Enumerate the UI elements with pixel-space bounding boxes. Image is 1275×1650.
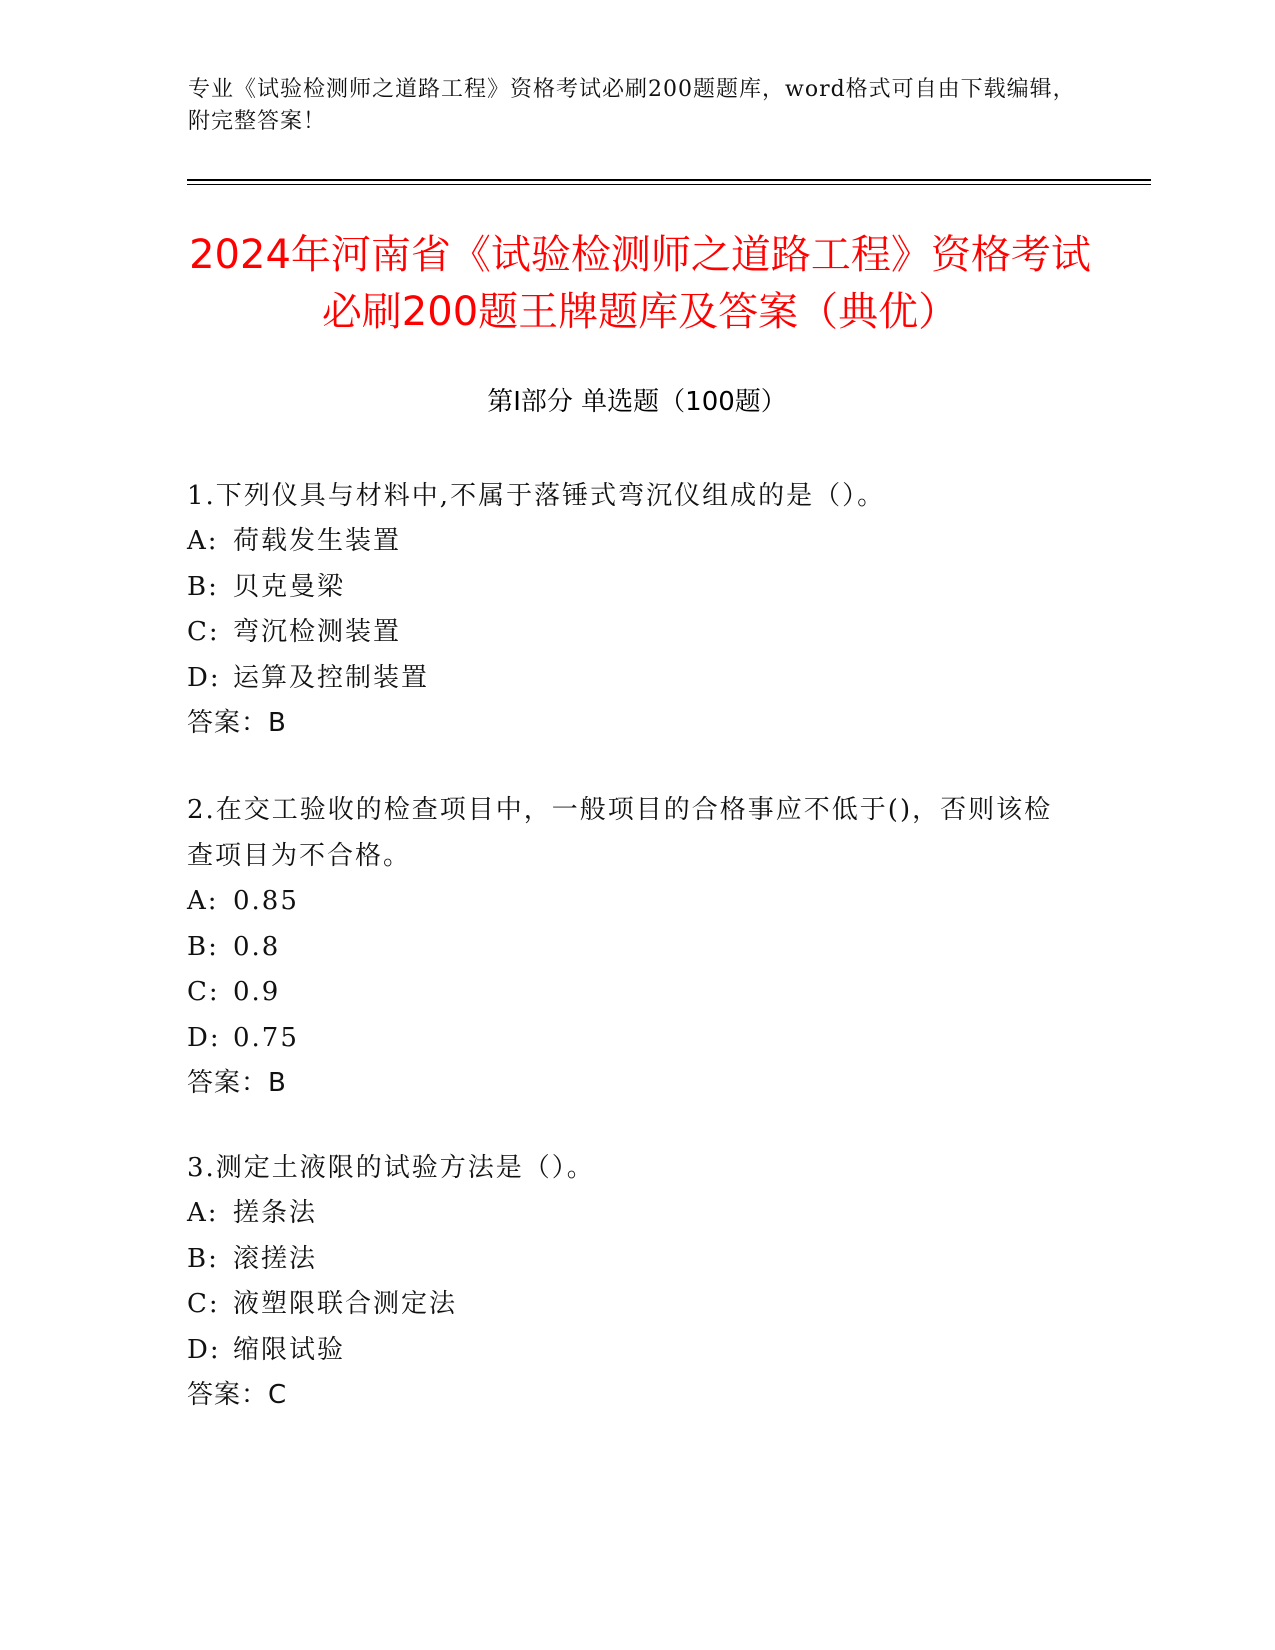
answer: 答案：B — [187, 1068, 287, 1098]
option-text: 缩限试验 — [233, 1334, 346, 1365]
header-note: 专业《试验检测师之道路工程》资格考试必刷200题题库，word格式可自由下载编辑，附完整答案！ — [188, 77, 1076, 134]
answer: 答案：C — [187, 1380, 288, 1410]
option-letter: B: — [187, 571, 219, 602]
document-title: 2024年河南省《试验检测师之道路工程》资格考试必刷200题王牌题库及答案（典优） — [189, 232, 1091, 335]
option-text: 0.9 — [233, 977, 281, 1007]
option-d — [187, 1016, 1067, 1062]
option-a — [187, 519, 1067, 565]
question-stem: 2.在交工验收的检查项目中，一般项目的合格事应不低于()，否则该检查项目为不合格。 — [187, 795, 1053, 871]
option-text: 滚搓法 — [233, 1243, 318, 1274]
option-c — [187, 1282, 1067, 1328]
option-d — [187, 656, 1067, 702]
option-text: 弯沉检测装置 — [233, 617, 402, 647]
option-letter: B: — [187, 931, 219, 962]
option-letter: C: — [187, 1289, 220, 1319]
option-letter: D: — [187, 1334, 221, 1365]
question-stem: 3.测定土液限的试验方法是（）。 — [187, 1153, 595, 1183]
answer: 答案：B — [187, 708, 287, 738]
option-letter: C: — [187, 977, 220, 1007]
section-title: 第I部分 单选题（100题） — [487, 387, 787, 417]
option-letter: D: — [187, 662, 221, 693]
option-text: 0.8 — [233, 931, 281, 962]
header-rule-thin — [187, 184, 1151, 185]
option-text: 0.75 — [233, 1022, 299, 1053]
question-stem: 1.下列仪具与材料中,不属于落锤式弯沉仪组成的是（）。 — [187, 481, 886, 511]
header-rule-thick — [187, 179, 1151, 181]
option-text: 0.85 — [233, 886, 299, 916]
option-text: 搓条法 — [233, 1198, 318, 1228]
option-letter: A: — [187, 886, 219, 916]
option-text: 荷载发生装置 — [233, 526, 402, 556]
option-c — [187, 970, 1067, 1016]
option-text: 液塑限联合测定法 — [233, 1289, 458, 1319]
option-b — [187, 925, 1067, 971]
option-letter: A: — [187, 1198, 219, 1228]
option-b — [187, 1237, 1067, 1283]
option-letter: A: — [187, 526, 219, 556]
question-3 — [187, 1145, 1067, 1418]
question-1 — [187, 473, 1067, 746]
option-a — [187, 879, 1067, 925]
option-text: 运算及控制装置 — [233, 662, 430, 693]
option-d — [187, 1328, 1067, 1374]
option-c — [187, 610, 1067, 656]
option-letter: D: — [187, 1022, 221, 1053]
option-text: 贝克曼梁 — [233, 571, 346, 602]
option-letter: B: — [187, 1243, 219, 1274]
option-b — [187, 565, 1067, 611]
option-letter: C: — [187, 617, 220, 647]
question-2 — [187, 787, 1067, 1106]
option-a — [187, 1191, 1067, 1237]
